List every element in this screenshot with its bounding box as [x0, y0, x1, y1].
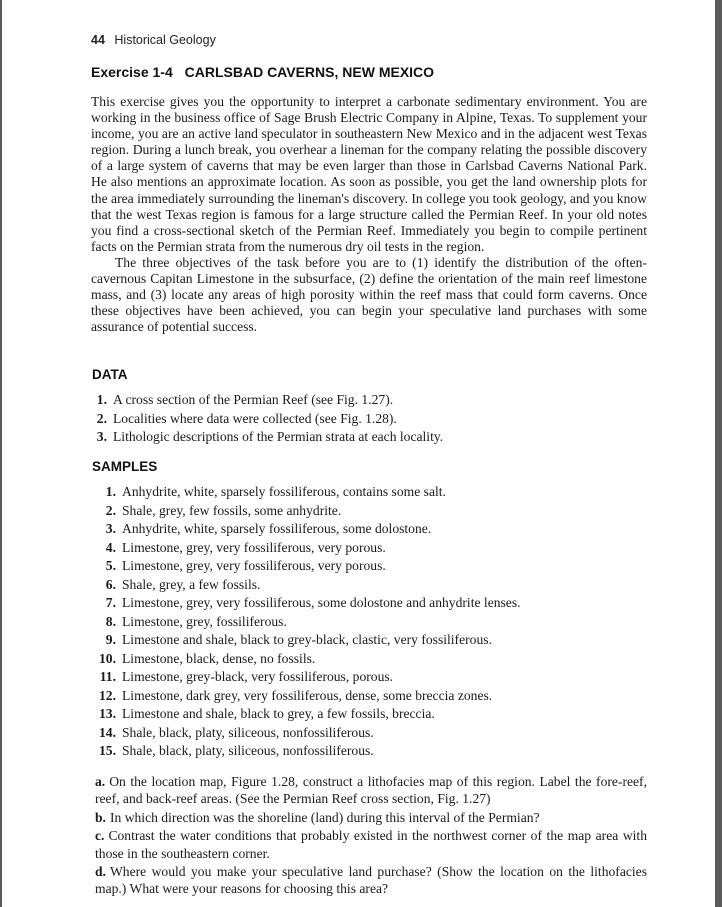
- page-number: 44: [91, 33, 105, 47]
- running-header: [91, 33, 216, 47]
- list-item: 6. Shale, grey, a few fossils.: [105, 576, 261, 592]
- list-item: 7. Limestone, grey, very fossiliferous, some dolostone and anhydrite lenses.: [105, 595, 521, 610]
- list-item: 1. Anhydrite, white, sparsely fossiliferous, contains some salt.: [105, 484, 446, 499]
- intro-text: [91, 94, 647, 335]
- data-heading: DATA: [92, 367, 128, 382]
- list-item: 5. Limestone, grey, very fossiliferous, very porous.: [105, 558, 386, 573]
- list-item: 14. Shale, black, platy, siliceous, nonfossiliferous.: [99, 724, 374, 740]
- samples-heading: SAMPLES: [92, 459, 158, 474]
- exercise-number: Exercise 1-4: [91, 64, 173, 80]
- intro-paragraph: The three objectives of the task before you are to (1) identify the distribution of the often-cavernous Capitan Limestone in the subsurface, (2) define the orientation of the main reef limestone mass, and (3) locate any areas of high porosity within the reef mass that could form caverns. Once these objectives have been achieved, you can begin your speculative land purchases with some assurance of potential success.: [91, 254, 647, 335]
- question-item: b. In which direction was the shoreline (land) during this interval of the Permian?: [95, 809, 540, 825]
- intro-paragraph: This exercise gives you the opportunity to interpret a carbonate sedimentary environment. You are working in the business office of Sage Brush Electric Company in Alpine, Texas. To supplement your income, you are an active land speculator in southeastern New Mexico and in the adjacent west Texas region. During a lunch break, you overhear a lineman for the company relating the possible discovery of a large system of caverns that may be even larger than those in Carlsbad Caverns National Park. He also mentions an approximate location. As soon as possible, you get the land ownership plots for the area immediately surrounding the lineman's discovery. In college you took geology, and you know that the west Texas region is famous for a large structure called the Permian Reef. In your old notes you find a cross-sectional sketch of the Permian Reef. Immediately you begin to compile pertinent facts on the Permian strata from the numerous dry oil tests in the region.: [91, 94, 647, 254]
- question-item: c. Contrast the water conditions that probably existed in the northwest corner of the map area with those in the southeastern corner.: [95, 828, 647, 861]
- exercise-name: CARLSBAD CAVERNS, NEW MEXICO: [184, 64, 435, 80]
- list-item: 9. Limestone and shale, black to grey-black, clastic, very fossiliferous.: [105, 632, 492, 647]
- list-item: 4. Limestone, grey, very fossiliferous, very porous.: [105, 539, 386, 555]
- list-item: 8. Limestone, grey, fossiliferous.: [105, 613, 287, 629]
- list-item: 11. Limestone, grey-black, very fossiliferous, porous.: [99, 669, 394, 684]
- document-page: [2, 0, 715, 907]
- list-item: 1. A cross section of the Permian Reef (see Fig. 1.27).: [96, 392, 394, 407]
- questions: [95, 773, 647, 899]
- question-item: a. On the location map, Figure 1.28, construct a lithofacies map of this region. Label the fore-reef, reef, and back-reef areas. (See the Permian Reef cross section, Fig. 1.27): [95, 774, 647, 807]
- samples-list: [94, 483, 521, 761]
- list-item: 2. Localities where data were collected (see Fig. 1.28).: [96, 410, 397, 426]
- running-title: Historical Geology: [114, 33, 216, 47]
- data-list: [93, 391, 443, 447]
- list-item: 15. Shale, black, platy, siliceous, nonfossiliferous.: [99, 743, 374, 758]
- list-item: 10. Limestone, black, dense, no fossils.: [99, 650, 316, 666]
- question-item: d. Where would you make your speculative land purchase? (Show the location on the lithofacies map.) What were your reasons for choosing this area?: [95, 864, 647, 897]
- list-item: 3. Lithologic descriptions of the Permian strata at each locality.: [96, 429, 444, 444]
- list-item: 13. Limestone and shale, black to grey, a few fossils, breccia.: [99, 706, 435, 721]
- list-item: 3. Anhydrite, white, sparsely fossiliferous, some dolostone.: [105, 521, 432, 536]
- list-item: 12. Limestone, dark grey, very fossiliferous, dense, some breccia zones.: [99, 687, 493, 703]
- exercise-title: [91, 64, 434, 80]
- list-item: 2. Shale, grey, few fossils, some anhydrite.: [105, 502, 342, 518]
